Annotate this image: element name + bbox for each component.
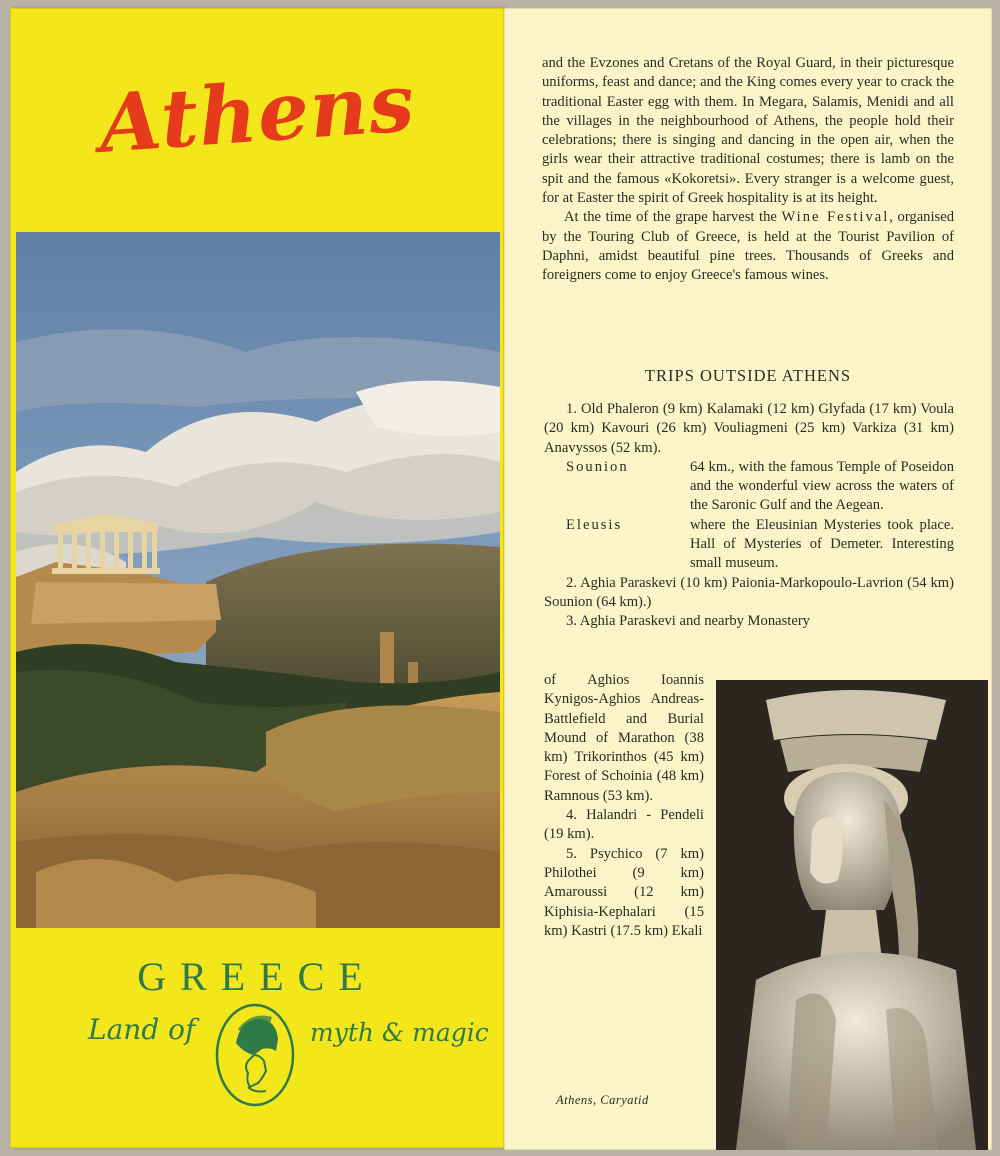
trip-4: 4. Halandri - Pendeli (19 km). [544, 807, 704, 843]
text-page [504, 8, 992, 1150]
acropolis-photo [16, 232, 500, 928]
sounion-entry [544, 458, 954, 516]
cover-title: Athens [96, 55, 418, 171]
section-heading: TRIPS OUTSIDE ATHENS [644, 366, 852, 385]
eleusis-description: where the Eleusinian Mysteries took place. Hall of Mysteries of Demeter. Interesting small museum. [690, 516, 954, 572]
cover-page [10, 8, 504, 1148]
trip-3-rest: of Aghios Ioannis Kynigos-Aghios Andreas-Battlefield and Burial Mound of Marathon (38 km) Trikorinthos (45 km) Forest of Schoinia (48 km) Ramnous (53 km). [544, 672, 704, 804]
tagline-left: Land of [88, 1013, 196, 1046]
sounion-label: Sounion [566, 458, 629, 475]
wine-festival: Wine Festival [781, 209, 890, 226]
sounion-description: 64 km., with the famous Temple of Poseidon and the wonderful view across the waters of the Saronic Gulf and the Aegean. [690, 458, 954, 514]
trip-2: 2. Aghia Paraskevi (10 km) Paionia-Markopoulo-Lavrion (54 km) Sounion (64 km).) [544, 574, 954, 610]
paragraph-wine-rest: , organised by the Touring Club of Greece, is held at the Tourist Pavilion of Daphni, amidst beautiful pine trees. Thousands of Greeks and foreigners come to enjoy Greece's famous wines. [542, 209, 954, 284]
paragraph-wine-start: At the time of the grape harvest the [564, 209, 777, 226]
caryatid-photo [716, 680, 988, 1150]
trips-list [544, 400, 954, 632]
easter-text [542, 54, 954, 286]
eleusis-entry [544, 516, 954, 574]
trip-3-start: 3. Aghia Paraskevi and nearby Monastery [566, 613, 810, 630]
tagline-right: myth & magic [310, 1018, 489, 1047]
trip-1: 1. Old Phaleron (9 km) Kalamaki (12 km) Glyfada (17 km) Voula (20 km) Kavouri (26 km) Vouliagmeni (25 km) Varkiza (31 km) Anavyssos (52 km). [544, 401, 954, 456]
eleusis-label: Eleusis [566, 516, 623, 533]
trips-narrow-column [544, 671, 704, 941]
paragraph-easter: picturesque uniforms, feast and dance; and the King comes every year to crack the traditional Easter egg with them. In Megara, Salamis, Menidi and all the villages in the neighbourhood of Athens, the people hold their celebrations; there is singing and dancing in the open air, when the girls wear their attractive traditional costumes; there is lamb on the spit and the famous «Kokoretsi». Every stranger is a welcome guest, for at Easter the spirit of Greek hospitality is at its height. [542, 55, 954, 207]
helmeted-head-medallion [214, 1003, 296, 1107]
country-name: GREECE [137, 954, 377, 999]
trip-5: 5. Psychico (7 km) Philothei (9 km) Amaroussi (12 km) Kiphisia-Kephalari (15 km) Kastri (17.5 km) Ekali [544, 845, 704, 939]
paragraph-first-line: and the Evzones and Cretans of the Royal Guard, in their [542, 55, 883, 71]
photo-caption: Athens, Caryatid [556, 1093, 649, 1107]
